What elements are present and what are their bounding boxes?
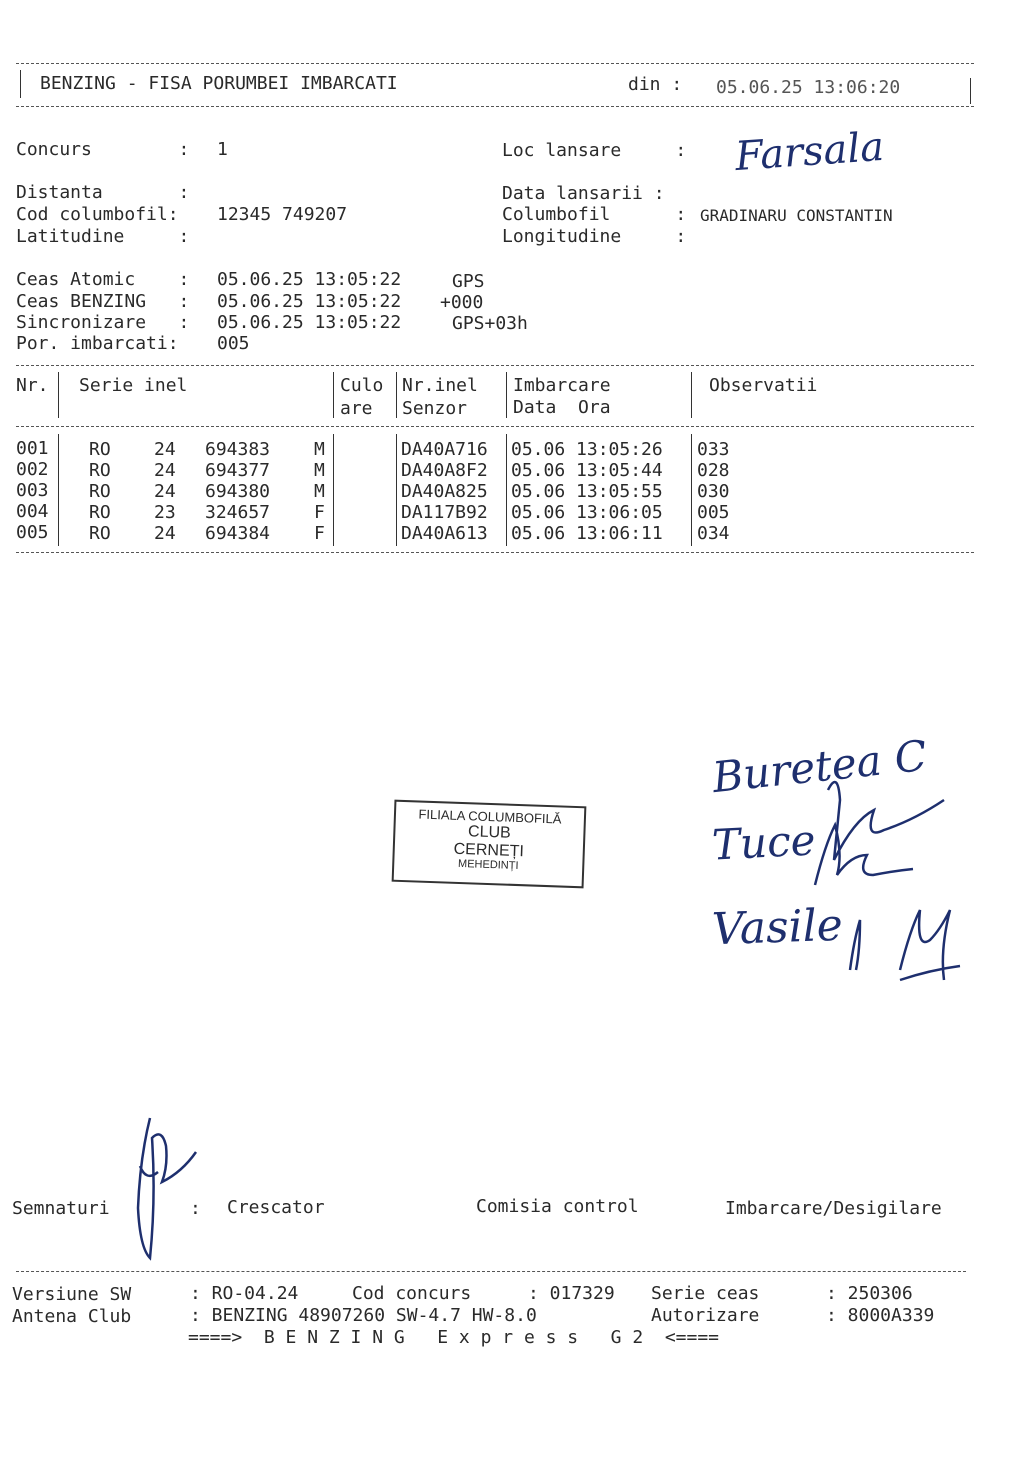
cell-datetime: 05.06 13:06:11 bbox=[511, 523, 663, 544]
cell-ring: 694377 bbox=[205, 460, 271, 481]
columbofil-label: Columbofil : bbox=[502, 204, 687, 225]
stamp-line4: MEHEDINȚI bbox=[457, 858, 519, 873]
cell-obs: 030 bbox=[697, 481, 730, 502]
cell-country: RO bbox=[89, 460, 111, 481]
col-sep-senzor-body bbox=[506, 434, 507, 546]
longitudine-label: Longitudine : bbox=[502, 226, 687, 247]
cod-concurs-label: Cod concurs bbox=[352, 1283, 472, 1304]
versiune-sw-label: Versiune SW bbox=[12, 1284, 132, 1305]
signature-scribble-2 bbox=[815, 825, 913, 885]
col-sep-serie-body bbox=[333, 434, 334, 546]
footer-rule bbox=[16, 1271, 966, 1272]
cell-ring: 694384 bbox=[205, 523, 271, 544]
stamp-line1: FILIALA COLUMBOFILĂ bbox=[418, 806, 562, 827]
cell-sensor: DA117B92 bbox=[401, 502, 488, 523]
cell-datetime: 05.06 13:06:05 bbox=[511, 502, 663, 523]
document-title: BENZING - FISA PORUMBEI IMBARCATI bbox=[40, 73, 398, 94]
cell-sex: M bbox=[314, 460, 325, 481]
autorizare-value: : 8000A339 bbox=[826, 1305, 935, 1326]
por-imbarcati-value: 005 bbox=[217, 333, 250, 354]
serie-ceas-label: Serie ceas bbox=[651, 1283, 760, 1304]
col-header-nr: Nr. bbox=[16, 375, 49, 396]
cell-ring: 694380 bbox=[205, 481, 271, 502]
cell-country: RO bbox=[89, 481, 111, 502]
antena-club-value: : BENZING 48907260 SW-4.7 HW-8.0 bbox=[190, 1305, 537, 1326]
col-header-data-ora: Data Ora bbox=[513, 397, 611, 418]
cell-nr: 004 bbox=[16, 501, 49, 522]
cell-sex: M bbox=[314, 439, 325, 460]
cell-sensor: DA40A716 bbox=[401, 439, 488, 460]
cell-sensor: DA40A825 bbox=[401, 481, 488, 502]
club-stamp bbox=[392, 800, 587, 889]
loc-lansare-label: Loc lansare : bbox=[502, 140, 687, 161]
sincronizare-extra: GPS+03h bbox=[452, 313, 528, 334]
header-datetime: 05.06.25 13:06:20 bbox=[716, 77, 901, 98]
cell-sensor: DA40A613 bbox=[401, 523, 488, 544]
col-header-nrinel: Nr.inel bbox=[402, 375, 478, 396]
cell-nr: 002 bbox=[16, 459, 49, 480]
imbarcare-desigilare-label: Imbarcare/Desigilare bbox=[725, 1198, 942, 1219]
cell-obs: 034 bbox=[697, 523, 730, 544]
cell-sex: F bbox=[314, 523, 325, 544]
concurs-label: Concurs : bbox=[16, 139, 190, 160]
cell-nr: 001 bbox=[16, 438, 49, 459]
cell-country: RO bbox=[89, 523, 111, 544]
col-sep-nr-body bbox=[58, 434, 59, 546]
header-top-rule bbox=[16, 63, 974, 64]
col-header-serie: Serie inel bbox=[79, 375, 188, 396]
cell-country: RO bbox=[89, 439, 111, 460]
col-header-observatii: Observatii bbox=[709, 375, 818, 396]
cell-nr: 003 bbox=[16, 480, 49, 501]
col-sep-serie bbox=[333, 372, 334, 418]
table-bottom-rule bbox=[16, 552, 974, 553]
cell-datetime: 05.06 13:05:55 bbox=[511, 481, 663, 502]
header-left-bar bbox=[20, 70, 21, 98]
cell-datetime: 05.06 13:05:44 bbox=[511, 460, 663, 481]
col-header-are: are bbox=[340, 398, 373, 419]
ceas-atomic-extra: GPS bbox=[452, 271, 485, 292]
semnaturi-colon: : bbox=[190, 1198, 201, 1219]
cell-ring: 324657 bbox=[205, 502, 271, 523]
header-din-label: din : bbox=[628, 74, 683, 95]
col-sep-imbarcare bbox=[691, 372, 692, 418]
cod-columbofil-value: 12345 749207 bbox=[217, 204, 348, 225]
semnaturi-label: Semnaturi bbox=[12, 1198, 110, 1219]
cell-year: 24 bbox=[154, 460, 176, 481]
ceas-atomic-value: 05.06.25 13:05:22 bbox=[217, 269, 402, 290]
sincronizare-value: 05.06.25 13:05:22 bbox=[217, 312, 402, 333]
signature-scribble-1 bbox=[828, 782, 944, 860]
loc-lansare-handwritten-value: Farsala bbox=[733, 123, 886, 181]
latitudine-label: Latitudine : bbox=[16, 226, 190, 247]
distanta-label: Distanta : bbox=[16, 182, 190, 203]
ceas-benzing-extra: +000 bbox=[440, 292, 484, 313]
cell-year: 23 bbox=[154, 502, 176, 523]
cell-nr: 005 bbox=[16, 522, 49, 543]
ceas-benzing-value: 05.06.25 13:05:22 bbox=[217, 291, 402, 312]
cell-year: 24 bbox=[154, 439, 176, 460]
comisia-control-label: Comisia control bbox=[476, 1196, 639, 1217]
stamp-line2: CLUB bbox=[467, 823, 512, 843]
table-top-rule bbox=[16, 365, 974, 366]
cell-datetime: 05.06 13:05:26 bbox=[511, 439, 663, 460]
col-header-culo: Culo bbox=[340, 375, 384, 396]
sincronizare-label: Sincronizare : bbox=[16, 312, 190, 333]
cell-ring: 694383 bbox=[205, 439, 271, 460]
col-header-imbarcare: Imbarcare bbox=[513, 375, 611, 396]
handwritten-name-3: Vasile bbox=[711, 899, 844, 956]
cell-obs: 028 bbox=[697, 460, 730, 481]
crescator-label: Crescator bbox=[227, 1197, 325, 1218]
signature-scribble-3 bbox=[850, 910, 960, 980]
concurs-value: 1 bbox=[217, 139, 228, 160]
crescator-signature bbox=[138, 1118, 196, 1258]
cell-sex: M bbox=[314, 481, 325, 502]
header-bottom-rule bbox=[16, 106, 974, 107]
stamp-line3: CERNEȚI bbox=[453, 840, 525, 861]
handwritten-name-1: Buretea C bbox=[710, 730, 930, 803]
cell-obs: 033 bbox=[697, 439, 730, 460]
columbofil-value: GRADINARU CONSTANTIN bbox=[700, 206, 893, 225]
cell-year: 24 bbox=[154, 481, 176, 502]
col-sep-imbarcare-body bbox=[691, 434, 692, 546]
col-sep-nr bbox=[58, 372, 59, 418]
versiune-sw-value: : RO-04.24 bbox=[190, 1283, 299, 1304]
autorizare-label: Autorizare bbox=[651, 1305, 760, 1326]
benzing-express-banner: ====> B E N Z I N G E x p r e s s G 2 <==== bbox=[188, 1327, 720, 1348]
antena-club-label: Antena Club bbox=[12, 1306, 132, 1327]
cell-sex: F bbox=[314, 502, 325, 523]
col-sep-senzor bbox=[506, 372, 507, 418]
col-header-senzor: Senzor bbox=[402, 398, 468, 419]
handwritten-name-2: Tuce bbox=[710, 815, 817, 870]
cod-columbofil-label: Cod columbofil: bbox=[16, 204, 179, 225]
header-right-bar bbox=[970, 78, 971, 104]
col-sep-culoare bbox=[396, 372, 397, 418]
ceas-benzing-label: Ceas BENZING : bbox=[16, 291, 190, 312]
cell-year: 24 bbox=[154, 523, 176, 544]
ceas-atomic-label: Ceas Atomic : bbox=[16, 269, 190, 290]
table-header-rule bbox=[16, 426, 974, 427]
cell-sensor: DA40A8F2 bbox=[401, 460, 488, 481]
serie-ceas-value: : 250306 bbox=[826, 1283, 913, 1304]
por-imbarcati-label: Por. imbarcati: bbox=[16, 333, 179, 354]
cell-obs: 005 bbox=[697, 502, 730, 523]
data-lansarii-label: Data lansarii : bbox=[502, 183, 665, 204]
cod-concurs-value: : 017329 bbox=[528, 1283, 615, 1304]
cell-country: RO bbox=[89, 502, 111, 523]
col-sep-culoare-body bbox=[396, 434, 397, 546]
